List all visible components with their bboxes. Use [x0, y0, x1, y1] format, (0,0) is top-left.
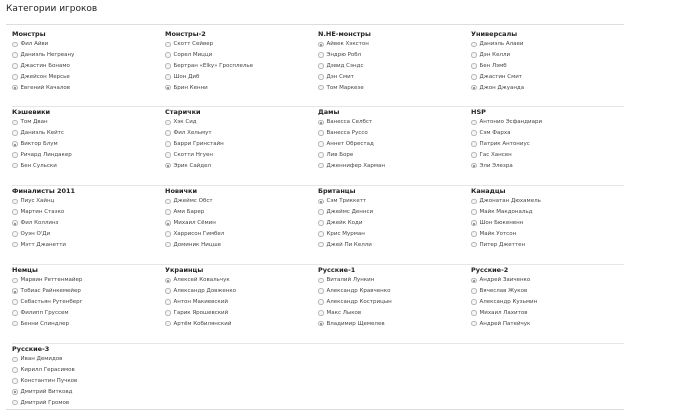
player-option[interactable]	[318, 218, 467, 229]
player-name[interactable]: Мартин Стазко	[20, 209, 65, 216]
player-name[interactable]: Бертран «Elky» Гросплелье	[173, 62, 254, 69]
category-title: Новички	[165, 187, 198, 195]
player-option[interactable]	[318, 139, 467, 150]
player-name[interactable]: Даниэль Негреану	[20, 52, 75, 59]
radio-button[interactable]	[471, 52, 477, 58]
category-title: Дамы	[318, 108, 340, 116]
player-option[interactable]	[471, 228, 620, 239]
radio-button[interactable]	[165, 199, 171, 205]
player-option[interactable]	[165, 128, 314, 139]
category-group	[318, 266, 471, 343]
player-name[interactable]: Фил Хельмут	[173, 130, 212, 137]
category-group	[12, 345, 165, 415]
player-option[interactable]	[471, 139, 620, 150]
radio-button[interactable]	[318, 199, 324, 205]
category-title: Канадцы	[471, 187, 506, 195]
radio-button[interactable]	[318, 231, 324, 237]
player-name[interactable]: Скотти Нгуен	[173, 151, 214, 158]
radio-button[interactable]	[318, 163, 324, 169]
player-name[interactable]: Ванесса Руссо	[326, 130, 368, 137]
radio-button[interactable]	[165, 120, 171, 126]
player-option[interactable]	[318, 286, 467, 297]
radio-button[interactable]	[471, 42, 477, 48]
player-name[interactable]: Дэн Смит	[326, 73, 354, 80]
player-name[interactable]: Себастьян Рутенберг	[20, 298, 83, 305]
player-name[interactable]: Кирилл Герасимов	[20, 367, 75, 374]
radio-button[interactable]	[12, 163, 18, 169]
player-option[interactable]	[471, 297, 620, 308]
player-name[interactable]: Артём Кобилянский	[173, 320, 232, 327]
radio-button[interactable]	[471, 74, 477, 80]
player-option[interactable]	[318, 128, 467, 139]
player-name[interactable]: Виктор Блум	[20, 140, 58, 147]
player-name[interactable]: Тобиас Райнкемейер	[20, 288, 81, 295]
radio-button[interactable]	[318, 278, 324, 284]
radio-button[interactable]	[318, 220, 324, 226]
player-option[interactable]	[471, 207, 620, 218]
player-option[interactable]	[318, 207, 467, 218]
radio-button[interactable]	[471, 321, 477, 327]
radio-button[interactable]	[471, 141, 477, 147]
player-option[interactable]	[471, 50, 620, 61]
radio-button[interactable]	[12, 400, 18, 406]
player-name[interactable]: Хэк Сид	[173, 119, 197, 126]
player-option[interactable]	[165, 71, 314, 82]
player-name[interactable]: Владимир Щемелев	[326, 320, 385, 327]
player-name[interactable]: Майк Уотсон	[479, 230, 517, 237]
category-group	[471, 108, 624, 185]
player-name[interactable]: Михаил Лахитов	[479, 309, 528, 316]
category-row	[12, 185, 624, 264]
radio-button[interactable]	[165, 85, 171, 91]
radio-button[interactable]	[12, 74, 18, 80]
player-name[interactable]: Александр Довженко	[173, 288, 237, 295]
player-name[interactable]: Даниэль Кейтс	[20, 130, 64, 137]
player-name[interactable]: Том Маркезе	[326, 84, 364, 91]
player-name[interactable]: Эндрю Робл	[326, 52, 362, 59]
radio-button[interactable]	[12, 242, 18, 248]
player-name[interactable]: Том Дван	[20, 119, 48, 126]
category-title: Русские-2	[471, 266, 509, 274]
page-title: Категории игроков	[6, 4, 98, 14]
radio-button[interactable]	[165, 52, 171, 58]
player-option[interactable]	[471, 275, 620, 286]
category-group	[471, 266, 624, 343]
player-option[interactable]	[12, 82, 161, 93]
category-row	[12, 264, 624, 343]
player-name[interactable]: Джей Пи Келли	[326, 241, 372, 248]
player-option[interactable]	[12, 386, 161, 397]
player-name[interactable]: Андрей Заиченко	[479, 277, 531, 284]
player-option[interactable]	[318, 307, 467, 318]
category-title: Британцы	[318, 187, 356, 195]
player-name[interactable]: Антон Макиевский	[173, 298, 228, 305]
player-name[interactable]: Аннет Обрестад	[326, 140, 374, 147]
radio-button[interactable]	[165, 310, 171, 316]
radio-button[interactable]	[12, 378, 18, 384]
player-name[interactable]: Дмитрий Витковд	[20, 388, 73, 395]
player-option[interactable]	[12, 39, 161, 50]
radio-button[interactable]	[12, 42, 18, 48]
category-row	[12, 30, 624, 106]
radio-button[interactable]	[471, 288, 477, 294]
category-row	[12, 343, 624, 415]
player-name[interactable]: Дэвид Сэндс	[326, 62, 364, 69]
player-name[interactable]: Александр Кузьмин	[479, 298, 538, 305]
radio-button[interactable]	[12, 389, 18, 395]
player-name[interactable]: Марвин Реттенмайер	[20, 277, 83, 284]
radio-button[interactable]	[471, 130, 477, 136]
radio-button[interactable]	[12, 209, 18, 215]
category-group	[165, 30, 318, 106]
player-name[interactable]: Макс Лыков	[326, 309, 362, 316]
player-option[interactable]	[471, 196, 620, 207]
player-name[interactable]: Крис Мурман	[326, 230, 365, 237]
player-name[interactable]: Антонио Эсфандиари	[479, 119, 543, 126]
radio-button[interactable]	[318, 120, 324, 126]
player-name[interactable]: Эрик Сайдел	[173, 162, 211, 169]
category-group	[165, 108, 318, 185]
category-title: Универсалы	[471, 30, 518, 38]
player-option[interactable]	[12, 286, 161, 297]
player-name[interactable]: Виталий Лункин	[326, 277, 375, 284]
player-option[interactable]	[165, 318, 314, 329]
player-name[interactable]: Брин Кенни	[173, 84, 208, 91]
radio-button[interactable]	[165, 152, 171, 158]
player-option[interactable]	[12, 50, 161, 61]
radio-button[interactable]	[12, 52, 18, 58]
category-title: N.HE-монстры	[318, 30, 371, 38]
player-option[interactable]	[165, 307, 314, 318]
player-name[interactable]: Даниэль Алаеи	[479, 41, 524, 48]
player-option[interactable]	[318, 318, 467, 329]
player-name[interactable]: Скотт Сейвер	[173, 41, 214, 48]
player-option[interactable]	[165, 149, 314, 160]
player-name[interactable]: Сорел Мицци	[173, 52, 213, 59]
player-option[interactable]	[12, 307, 161, 318]
radio-button[interactable]	[165, 63, 171, 69]
category-title: Русские-3	[12, 345, 50, 353]
radio-button[interactable]	[12, 367, 18, 373]
player-option[interactable]	[12, 365, 161, 376]
player-option[interactable]	[318, 39, 467, 50]
radio-button[interactable]	[165, 288, 171, 294]
player-option[interactable]	[471, 218, 620, 229]
player-option[interactable]	[12, 139, 161, 150]
player-option[interactable]	[318, 61, 467, 72]
player-name[interactable]: Ричард Линдакер	[20, 151, 72, 158]
radio-button[interactable]	[12, 310, 18, 316]
player-option[interactable]	[165, 117, 314, 128]
player-name[interactable]: Питер Джеттен	[479, 241, 526, 248]
player-option[interactable]	[471, 128, 620, 139]
radio-button[interactable]	[12, 199, 18, 205]
radio-button[interactable]	[12, 152, 18, 158]
player-name[interactable]: Джонатан Дюхамель	[479, 198, 541, 205]
category-group	[12, 187, 165, 264]
player-option[interactable]	[12, 228, 161, 239]
player-name[interactable]: Джейсон Мерсье	[20, 73, 70, 80]
category-title: Русские-1	[318, 266, 356, 274]
player-option[interactable]	[165, 297, 314, 308]
player-option[interactable]	[471, 61, 620, 72]
player-name[interactable]: Андрей Патейчук	[479, 320, 531, 327]
player-name[interactable]: Александр Кравченко	[326, 288, 391, 295]
player-option[interactable]	[12, 318, 161, 329]
player-name[interactable]: Джастин Бонамо	[20, 62, 70, 69]
radio-button[interactable]	[165, 231, 171, 237]
player-option[interactable]	[12, 354, 161, 365]
category-group	[471, 30, 624, 106]
player-option[interactable]	[318, 239, 467, 250]
radio-button[interactable]	[165, 242, 171, 248]
player-name[interactable]: Михаил Сёмин	[173, 219, 216, 226]
radio-button[interactable]	[12, 278, 18, 284]
player-name[interactable]: Доминик Ницше	[173, 241, 221, 248]
radio-button[interactable]	[12, 220, 18, 226]
player-option[interactable]	[165, 228, 314, 239]
player-name[interactable]: Филипп Груссем	[20, 309, 69, 316]
radio-button[interactable]	[12, 120, 18, 126]
player-name[interactable]: Джастин Смит	[479, 73, 523, 80]
radio-button[interactable]	[165, 209, 171, 215]
category-group	[12, 266, 165, 343]
player-option[interactable]	[318, 228, 467, 239]
player-name[interactable]: Патрик Антониус	[479, 140, 530, 147]
category-row	[12, 106, 624, 185]
bottom-divider	[6, 409, 624, 410]
radio-button[interactable]	[12, 288, 18, 294]
player-option[interactable]	[318, 149, 467, 160]
player-option[interactable]	[165, 207, 314, 218]
radio-button[interactable]	[12, 321, 18, 327]
radio-button[interactable]	[471, 63, 477, 69]
category-group	[165, 266, 318, 343]
radio-button[interactable]	[471, 120, 477, 126]
player-option[interactable]	[12, 218, 161, 229]
player-name[interactable]: Алексей Ковальчук	[173, 277, 230, 284]
radio-button[interactable]	[471, 278, 477, 284]
category-group	[12, 108, 165, 185]
player-name[interactable]: Барри Гринстайн	[173, 140, 224, 147]
player-option[interactable]	[165, 61, 314, 72]
player-name[interactable]: Дмитрий Громов	[20, 399, 70, 406]
player-option[interactable]	[471, 160, 620, 171]
player-option[interactable]	[318, 196, 467, 207]
player-option[interactable]	[318, 82, 467, 93]
player-name[interactable]: Дженнифер Харман	[326, 162, 385, 169]
radio-button[interactable]	[471, 220, 477, 226]
radio-button[interactable]	[165, 299, 171, 305]
player-option[interactable]	[165, 139, 314, 150]
radio-button[interactable]	[471, 310, 477, 316]
player-option[interactable]	[471, 39, 620, 50]
radio-button[interactable]	[318, 321, 324, 327]
player-option[interactable]	[471, 318, 620, 329]
player-name[interactable]: Сэм Фарха	[479, 130, 511, 137]
player-option[interactable]	[12, 117, 161, 128]
radio-button[interactable]	[165, 130, 171, 136]
radio-button[interactable]	[12, 85, 18, 91]
player-name[interactable]: Джеймс Обст	[173, 198, 213, 205]
player-option[interactable]	[12, 160, 161, 171]
radio-button[interactable]	[318, 74, 324, 80]
radio-button[interactable]	[318, 310, 324, 316]
radio-button[interactable]	[318, 63, 324, 69]
player-option[interactable]	[12, 275, 161, 286]
player-option[interactable]	[165, 275, 314, 286]
player-option[interactable]	[165, 286, 314, 297]
radio-button[interactable]	[471, 242, 477, 248]
radio-button[interactable]	[165, 220, 171, 226]
player-name[interactable]: Александр Кострицын	[326, 298, 392, 305]
radio-button[interactable]	[165, 74, 171, 80]
player-option[interactable]	[318, 275, 467, 286]
radio-button[interactable]	[318, 288, 324, 294]
category-title: Немцы	[12, 266, 38, 274]
player-name[interactable]: Айвек Хэкстон	[326, 41, 369, 48]
player-name[interactable]: Ами Барер	[173, 209, 205, 216]
player-name[interactable]: Шон Бюкененн	[479, 219, 524, 226]
player-name[interactable]: Константин Пучков	[20, 377, 78, 384]
radio-button[interactable]	[318, 42, 324, 48]
category-title: Старички	[165, 108, 201, 116]
radio-button[interactable]	[12, 141, 18, 147]
player-name[interactable]: Бен Лэмб	[479, 62, 507, 69]
player-name[interactable]: Майк Макдональд	[479, 209, 533, 216]
player-name[interactable]: Джон Джуанда	[479, 84, 525, 91]
radio-button[interactable]	[471, 85, 477, 91]
player-option[interactable]	[318, 117, 467, 128]
player-option[interactable]	[318, 297, 467, 308]
radio-button[interactable]	[318, 299, 324, 305]
player-name[interactable]: Фил Айви	[20, 41, 49, 48]
player-name[interactable]: Иван Демидов	[20, 356, 63, 363]
player-option[interactable]	[12, 376, 161, 387]
radio-button[interactable]	[471, 152, 477, 158]
category-title: Украинцы	[165, 266, 204, 274]
radio-button[interactable]	[318, 152, 324, 158]
category-title: Монстры	[12, 30, 46, 38]
radio-button[interactable]	[318, 141, 324, 147]
player-option[interactable]	[165, 39, 314, 50]
player-name[interactable]: Мэтт Джанетти	[20, 241, 67, 248]
player-name[interactable]: Гарик Ярошевский	[173, 309, 229, 316]
radio-button[interactable]	[12, 63, 18, 69]
radio-button[interactable]	[318, 209, 324, 215]
player-option[interactable]	[165, 239, 314, 250]
player-name[interactable]: Бенни Спиндлер	[20, 320, 69, 327]
player-option[interactable]	[318, 50, 467, 61]
player-option[interactable]	[165, 160, 314, 171]
player-option[interactable]	[12, 149, 161, 160]
title-divider	[6, 24, 624, 25]
radio-button[interactable]	[471, 163, 477, 169]
player-name[interactable]: Вячеслав Жуков	[479, 288, 528, 295]
category-group	[165, 187, 318, 264]
player-name[interactable]: Фил Коллинз	[20, 219, 59, 226]
radio-button[interactable]	[12, 357, 18, 363]
player-option[interactable]	[12, 128, 161, 139]
radio-button[interactable]	[12, 299, 18, 305]
radio-button[interactable]	[471, 231, 477, 237]
category-title: Монстры-2	[165, 30, 206, 38]
radio-button[interactable]	[165, 42, 171, 48]
player-name[interactable]: Пиус Хайнц	[20, 198, 55, 205]
player-option[interactable]	[318, 160, 467, 171]
player-option[interactable]	[12, 297, 161, 308]
player-option[interactable]	[12, 239, 161, 250]
radio-button[interactable]	[165, 321, 171, 327]
player-name[interactable]: Евгений Качалов	[20, 84, 70, 91]
player-option[interactable]	[471, 239, 620, 250]
radio-button[interactable]	[471, 209, 477, 215]
radio-button[interactable]	[318, 242, 324, 248]
category-group	[471, 187, 624, 264]
player-name[interactable]: Бен Сульски	[20, 162, 57, 169]
player-name[interactable]: Лив Боре	[326, 151, 354, 158]
categories-grid	[12, 30, 624, 415]
radio-button[interactable]	[12, 130, 18, 136]
player-name[interactable]: Эли Элезра	[479, 162, 513, 169]
radio-button[interactable]	[12, 231, 18, 237]
player-option[interactable]	[471, 286, 620, 297]
player-option[interactable]	[12, 397, 161, 408]
player-option[interactable]	[471, 117, 620, 128]
radio-button[interactable]	[165, 141, 171, 147]
player-option[interactable]	[12, 71, 161, 82]
player-option[interactable]	[12, 61, 161, 72]
category-group	[318, 187, 471, 264]
category-title: Финалисты 2011	[12, 187, 76, 195]
player-option[interactable]	[471, 82, 620, 93]
player-name[interactable]: Гас Хансен	[479, 151, 512, 158]
player-name[interactable]: Джейк Коди	[326, 219, 363, 226]
radio-button[interactable]	[471, 199, 477, 205]
player-name[interactable]: Шон Диб	[173, 73, 200, 80]
radio-button[interactable]	[318, 130, 324, 136]
category-group	[12, 30, 165, 106]
player-name[interactable]: Ванесса Селбст	[326, 119, 373, 126]
radio-button[interactable]	[471, 299, 477, 305]
player-option[interactable]	[471, 149, 620, 160]
player-name[interactable]: Дэн Келли	[479, 52, 511, 59]
radio-button[interactable]	[318, 85, 324, 91]
player-name[interactable]: Харрисон Гимбел	[173, 230, 225, 237]
radio-button[interactable]	[165, 163, 171, 169]
category-group	[318, 30, 471, 106]
player-option[interactable]	[318, 71, 467, 82]
category-group	[318, 108, 471, 185]
player-name[interactable]: Джеймс Деннси	[326, 209, 374, 216]
player-name[interactable]: Оуэн О'Ди	[20, 230, 51, 237]
category-title: Кэшевики	[12, 108, 51, 116]
player-option[interactable]	[165, 82, 314, 93]
player-option[interactable]	[471, 71, 620, 82]
player-option[interactable]	[165, 50, 314, 61]
radio-button[interactable]	[318, 52, 324, 58]
player-option[interactable]	[12, 196, 161, 207]
category-title: HSP	[471, 108, 486, 116]
player-option[interactable]	[12, 207, 161, 218]
player-option[interactable]	[471, 307, 620, 318]
player-option[interactable]	[165, 196, 314, 207]
player-name[interactable]: Сэм Триккетт	[326, 198, 367, 205]
radio-button[interactable]	[165, 278, 171, 284]
player-option[interactable]	[165, 218, 314, 229]
